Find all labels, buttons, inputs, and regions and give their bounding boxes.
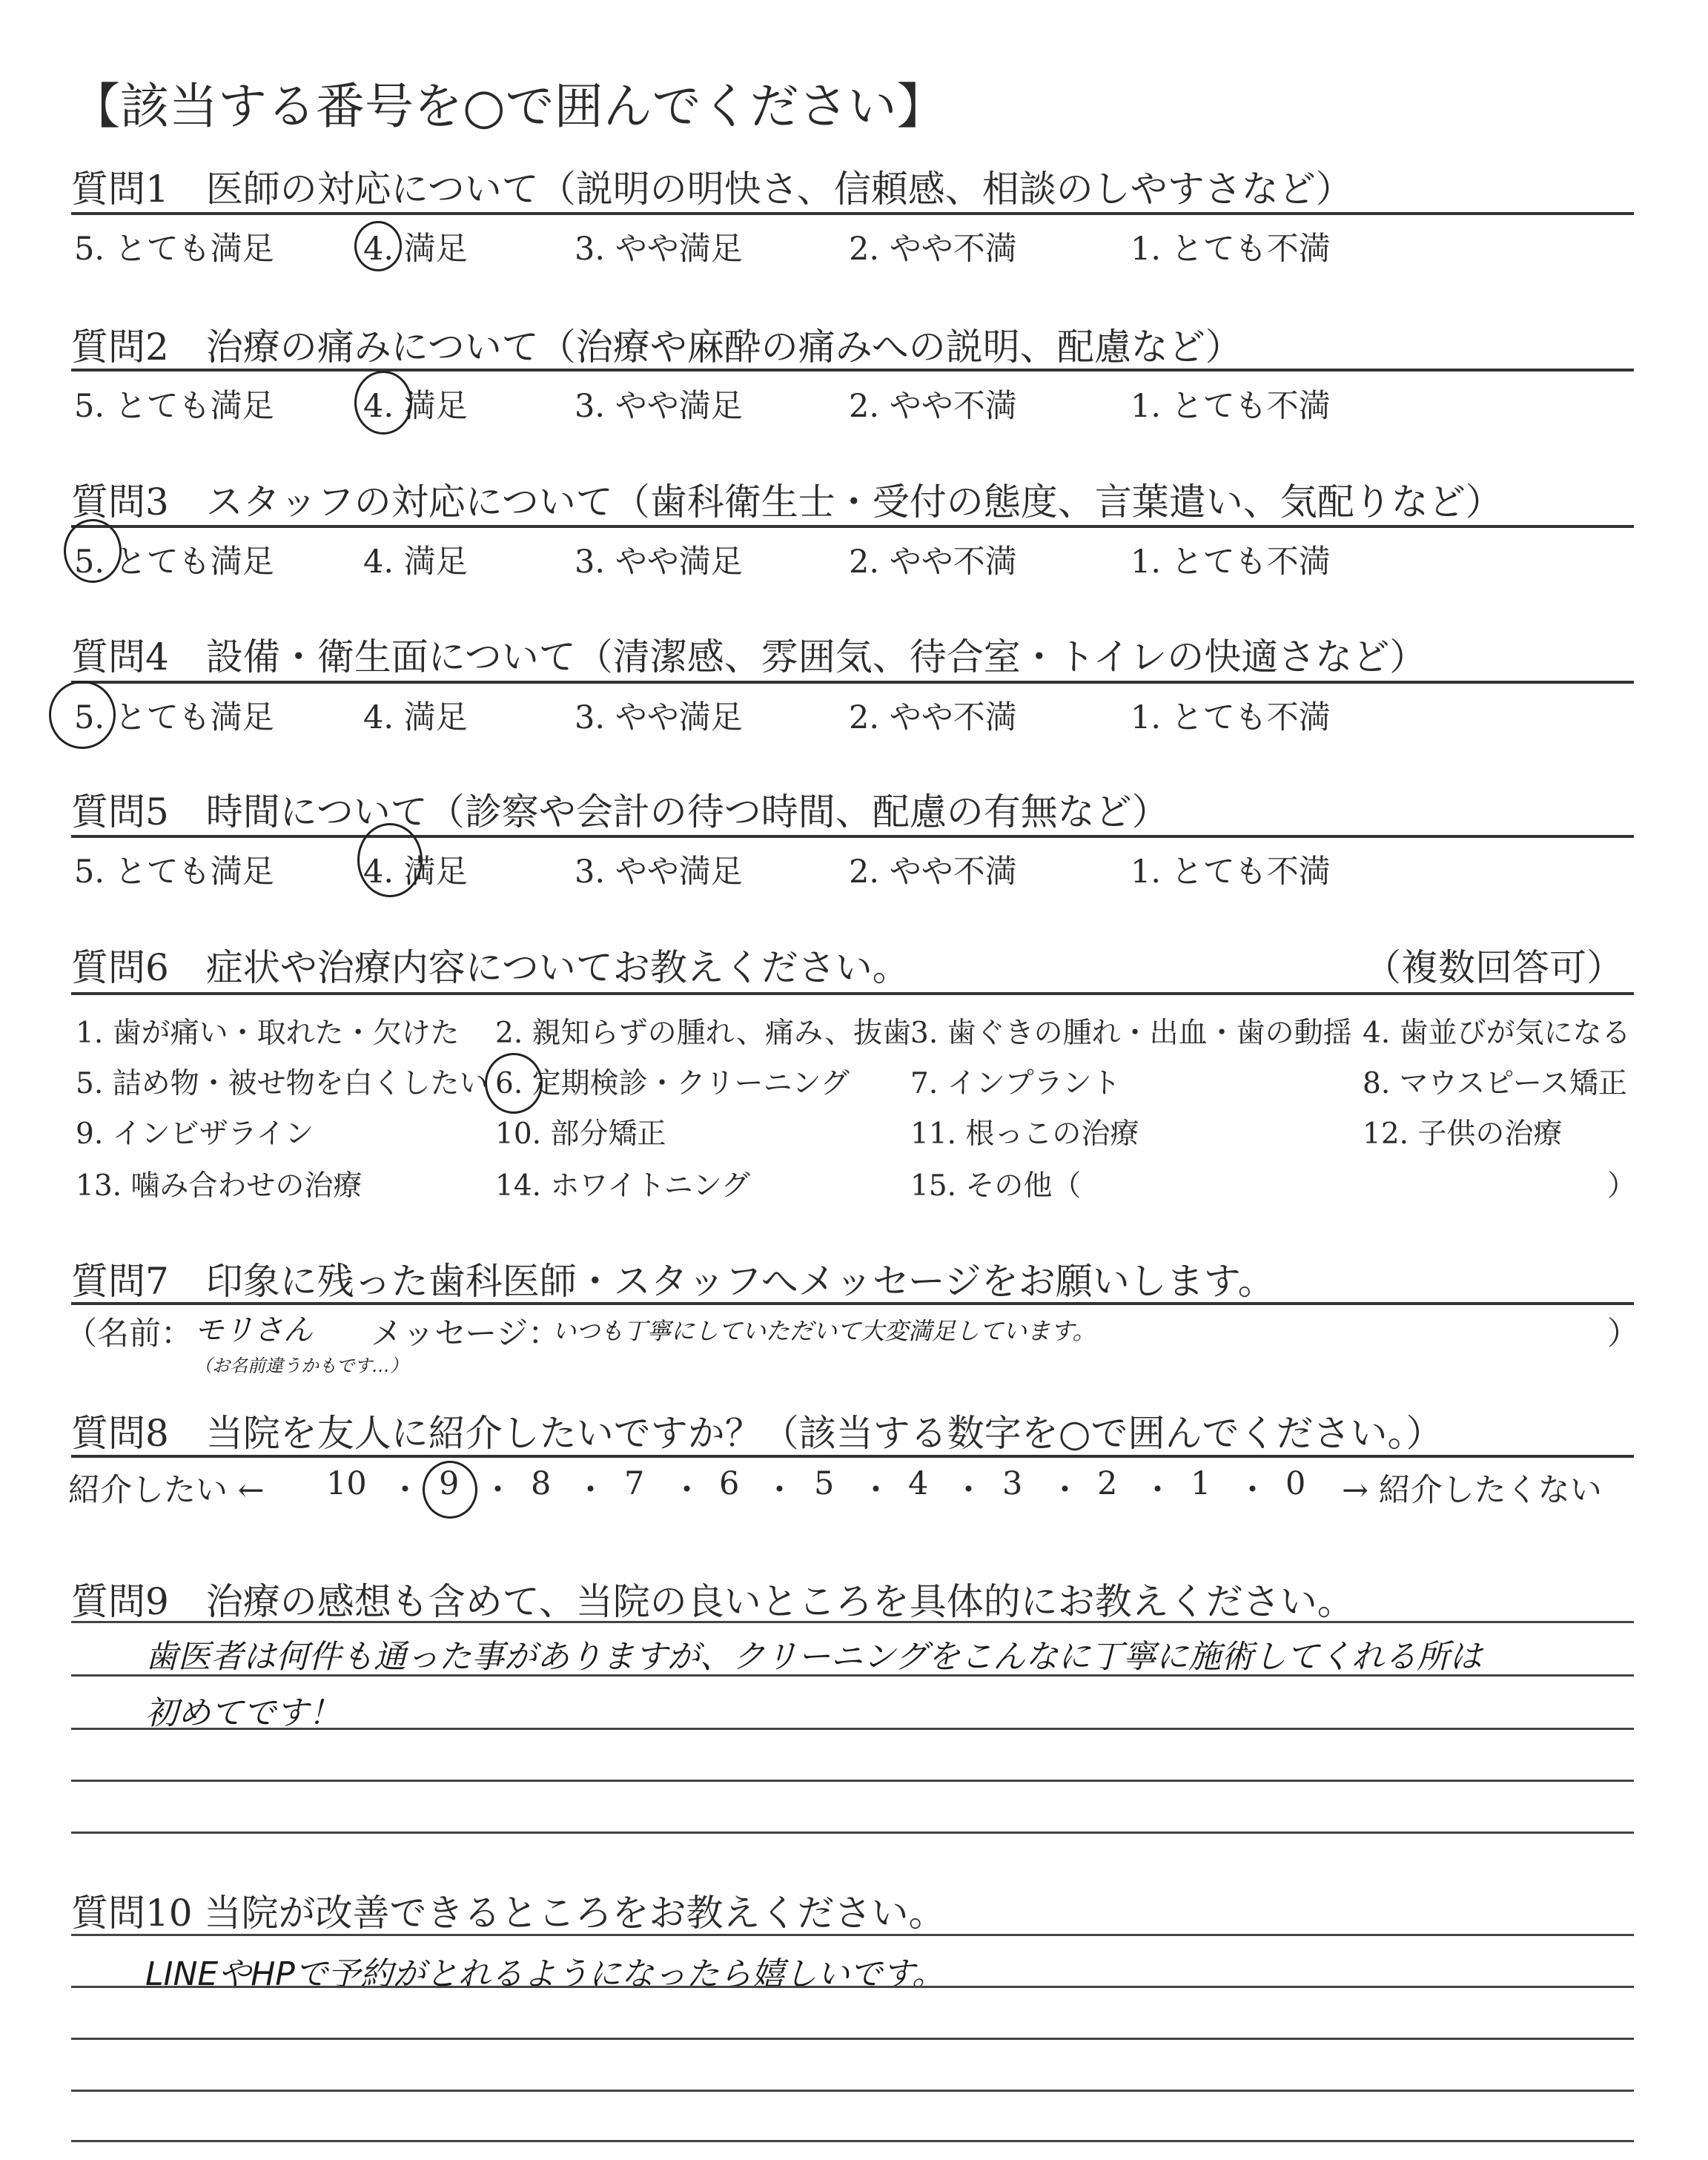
q2-selection-circle (354, 371, 412, 435)
q8-dot: ・ (575, 1472, 606, 1509)
q3-option-1[interactable]: 1. とても不満 (1131, 544, 1331, 581)
q8-dot: ・ (860, 1472, 892, 1509)
question-6-note: （複数回答可） (1364, 946, 1623, 989)
q5-option-5[interactable]: 5. とても満足 (74, 853, 274, 891)
q6-option-15[interactable]: 15. その他（ (910, 1169, 1082, 1203)
question-4-title: 質問4 設備・衛生面について（清潔感、雰囲気、待合室・トイレの快適さなど） (71, 635, 1427, 678)
q6-selection-circle (485, 1053, 543, 1114)
q6-option-5[interactable]: 5. 詰め物・被せ物を白くしたい (76, 1067, 489, 1100)
q3-option-5[interactable]: 5. とても満足 (74, 544, 274, 581)
q6-option-6[interactable]: 6. 定期検診・クリーニング (495, 1067, 850, 1100)
q7-message-label: メッセージ： (371, 1315, 560, 1353)
q7-name-note: （お名前違うかもです…） (194, 1355, 408, 1376)
q2-option-4[interactable]: 4. 満足 (363, 388, 468, 425)
q8-dot: ・ (671, 1472, 703, 1509)
q6-option-10[interactable]: 10. 部分矯正 (495, 1117, 666, 1151)
q6-option-3[interactable]: 3. 歯ぐきの腫れ・出血・歯の動揺 (910, 1017, 1352, 1050)
q6-option-4[interactable]: 4. 歯並びが気になる (1363, 1017, 1631, 1050)
q6-option-1[interactable]: 1. 歯が痛い・取れた・欠けた (76, 1017, 460, 1050)
q1-option-4[interactable]: 4. 満足 (363, 231, 468, 268)
q8-number-1[interactable]: 1 (1191, 1465, 1211, 1502)
q2-option-2[interactable]: 2. やや不満 (849, 388, 1017, 425)
q8-number-10[interactable]: 10 (326, 1465, 367, 1502)
answer-line (71, 2140, 1634, 2142)
q8-dot: ・ (1237, 1472, 1268, 1509)
divider (71, 1302, 1634, 1305)
q1-option-1[interactable]: 1. とても不満 (1131, 231, 1331, 268)
q5-option-1[interactable]: 1. とても不満 (1131, 853, 1331, 891)
q1-option-5[interactable]: 5. とても満足 (74, 231, 274, 268)
q8-dot: ・ (764, 1472, 795, 1509)
q8-number-4[interactable]: 4 (908, 1465, 929, 1502)
page-title: 【該当する番号を○で囲んでください】 (71, 78, 946, 135)
divider (71, 681, 1634, 684)
q7-name-value[interactable]: モリさん (194, 1313, 313, 1347)
q4-option-3[interactable]: 3. やや満足 (575, 699, 743, 736)
q2-option-3[interactable]: 3. やや満足 (575, 388, 743, 425)
q3-selection-circle (64, 519, 122, 583)
question-10-title: 質問10 当院が改善できるところをお教えください。 (71, 1892, 946, 1935)
answer-line (71, 1832, 1634, 1834)
q6-option-8[interactable]: 8. マウスピース矯正 (1363, 1067, 1627, 1100)
q7-message-value[interactable]: いつも丁寧にしていただいて大変満足しています。 (552, 1317, 1096, 1345)
q8-dot: ・ (1049, 1472, 1081, 1509)
q6-option-9[interactable]: 9. インビザライン (76, 1117, 314, 1151)
divider (71, 525, 1634, 528)
answer-line (71, 1934, 1634, 1936)
q1-option-3[interactable]: 3. やや満足 (575, 231, 743, 268)
q4-option-5[interactable]: 5. とても満足 (74, 699, 274, 736)
divider (71, 369, 1634, 371)
q8-number-7[interactable]: 7 (624, 1465, 645, 1502)
q8-dot: ・ (1142, 1472, 1174, 1509)
q6-option-15-close: ） (1607, 1169, 1637, 1203)
q8-dot: ・ (953, 1472, 984, 1509)
q8-number-0[interactable]: 0 (1285, 1465, 1306, 1502)
q6-option-7[interactable]: 7. インプラント (910, 1067, 1121, 1100)
q3-option-4[interactable]: 4. 満足 (363, 544, 468, 581)
q8-left-label: 紹介したい ← (68, 1472, 265, 1509)
q5-option-3[interactable]: 3. やや満足 (575, 853, 743, 891)
question-9-title: 質問9 治療の感想も含めて、当院の良いところを具体的にお教えください。 (71, 1580, 1354, 1623)
question-8-title: 質問8 当院を友人に紹介したいですか？（該当する数字を○で囲んでください。） (71, 1412, 1443, 1455)
q8-right-label: → 紹介したくない (1342, 1472, 1602, 1509)
q6-option-14[interactable]: 14. ホワイトニング (495, 1169, 750, 1203)
q4-selection-circle (49, 681, 116, 749)
q8-number-2[interactable]: 2 (1097, 1465, 1118, 1502)
q6-option-13[interactable]: 13. 噛み合わせの治療 (76, 1169, 363, 1203)
q10-answer-line-1[interactable]: LINEやHPで予約がとれるようになったら嬉しいです。 (145, 1955, 945, 1993)
divider (71, 992, 1634, 995)
answer-line (71, 2090, 1634, 2092)
q8-number-8[interactable]: 8 (531, 1465, 552, 1502)
q4-option-2[interactable]: 2. やや不満 (849, 699, 1017, 736)
answer-line (71, 1728, 1634, 1730)
q4-option-4[interactable]: 4. 満足 (363, 699, 468, 736)
question-6-title: 質問6 症状や治療内容についてお教えください。 (71, 946, 910, 989)
answer-line (71, 1986, 1634, 1988)
q2-option-1[interactable]: 1. とても不満 (1131, 388, 1331, 425)
q7-name-label: （名前： (65, 1315, 193, 1353)
question-7-title: 質問7 印象に残った歯科医師・スタッフへメッセージをお願いします。 (71, 1260, 1275, 1303)
q7-close-paren: ） (1607, 1315, 1639, 1353)
q3-option-2[interactable]: 2. やや不満 (849, 544, 1017, 581)
q3-option-3[interactable]: 3. やや満足 (575, 544, 743, 581)
q5-option-4[interactable]: 4. 満足 (363, 853, 468, 891)
divider (71, 835, 1634, 838)
answer-line (71, 1621, 1634, 1623)
divider (71, 212, 1634, 215)
q8-selection-circle (423, 1461, 477, 1519)
question-1-title: 質問1 医師の対応について（説明の明快さ、信頼感、相談のしやすさなど） (71, 168, 1353, 211)
q8-number-6[interactable]: 6 (719, 1465, 740, 1502)
q9-answer-line-2[interactable]: 初めてです！ (145, 1694, 341, 1732)
divider (71, 1455, 1634, 1458)
question-3-title: 質問3 スタッフの対応について（歯科衛生士・受付の態度、言葉遣い、気配りなど） (71, 480, 1503, 524)
q5-option-2[interactable]: 2. やや不満 (849, 853, 1017, 891)
q8-dot: ・ (389, 1472, 421, 1509)
q8-number-3[interactable]: 3 (1002, 1465, 1023, 1502)
question-5-title: 質問5 時間について（診察や会計の待つ時間、配慮の有無など） (71, 790, 1169, 833)
q5-selection-circle (357, 823, 423, 897)
q4-option-1[interactable]: 1. とても不満 (1131, 699, 1331, 736)
answer-line (71, 1674, 1634, 1677)
answer-line (71, 1780, 1634, 1782)
q8-number-9[interactable]: 9 (439, 1465, 460, 1502)
q6-option-2[interactable]: 2. 親知らずの腫れ、痛み、抜歯 (495, 1017, 912, 1050)
answer-line (71, 2038, 1634, 2040)
question-2-title: 質問2 治療の痛みについて（治療や麻酔の痛みへの説明、配慮など） (71, 326, 1242, 369)
q2-option-5[interactable]: 5. とても満足 (74, 388, 274, 425)
q1-selection-circle (354, 221, 402, 271)
q6-option-11[interactable]: 11. 根っこの治療 (910, 1117, 1139, 1151)
q9-answer-line-1[interactable]: 歯医者は何件も通った事がありますが、クリーニングをこんなに丁寧に施術してくれる所は (145, 1638, 1483, 1676)
q1-option-2[interactable]: 2. やや不満 (849, 231, 1017, 268)
q6-option-12[interactable]: 12. 子供の治療 (1363, 1117, 1563, 1151)
q8-dot: ・ (482, 1472, 514, 1509)
q8-number-5[interactable]: 5 (814, 1465, 835, 1502)
